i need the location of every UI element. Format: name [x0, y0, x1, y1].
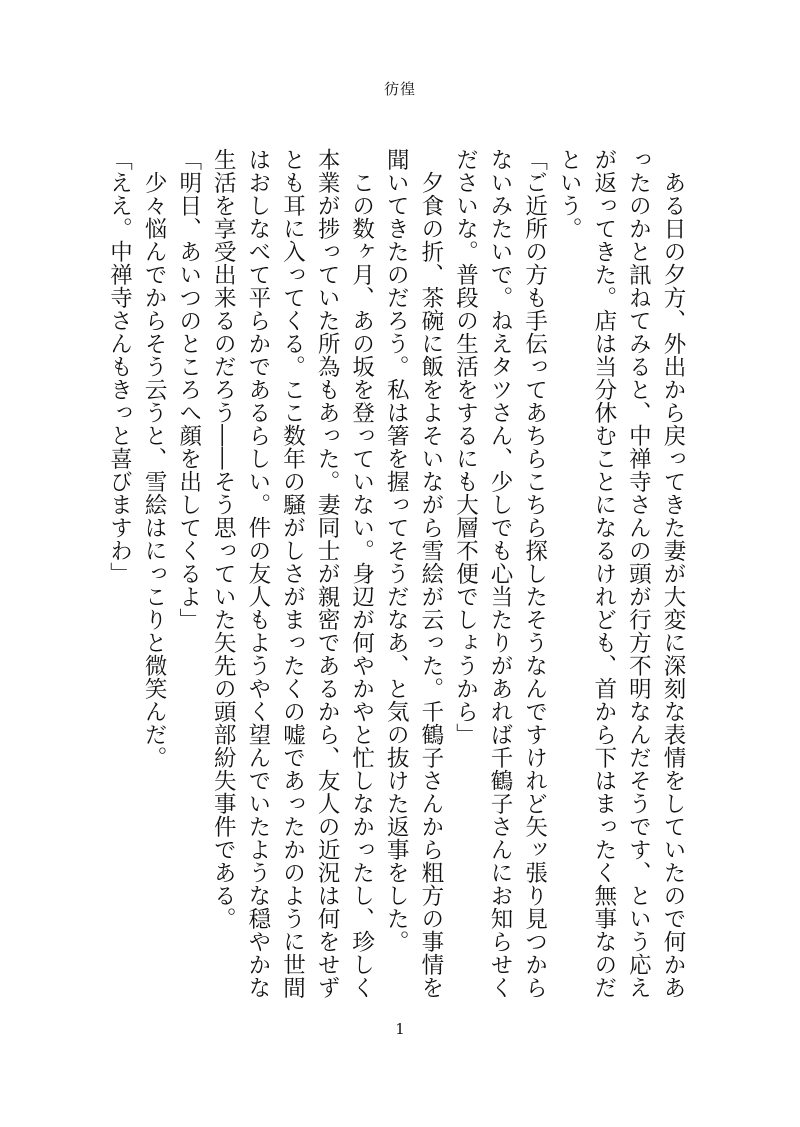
page-title: 彷徨: [383, 80, 416, 98]
paragraph: 「ええ。中禅寺さんもきっと喜びますわ」: [106, 148, 133, 585]
paragraph: 「ご近所の方も手伝ってあちらこちら探したそうなんですけれど矢ッ張り見つからないみたいで。ねえタツさん、少しでも心当たりがあれば千鶴子さんにお知らせくださいな。普段の生活をするにも大層不便でしょうから」: [452, 148, 548, 999]
page-number: 1: [395, 1020, 405, 1038]
paragraph: ある日の夕方、外出から戻ってきた妻が大変に深刻な表情をしていたので何かあったのかと訊ねてみると、中禅寺さんの頭が行方不明なんだそうです、という応えが返ってきた。店は当分休むことになるけれども、首から下はまったく無事なのだという。: [556, 148, 686, 999]
paragraph: この数ヶ月、あの坂を登っていない。身辺が何やかやと忙しなかったし、珍しく本業が捗っていた所為もあった。妻同士が親密であるから、友人の近況は何をせずとも耳に入ってくる。ここ数年の騒がしさがまったくの嘘であったかのように世間はおしなべて平らかであるらしい。件の友人もようやく望んでいたような穏やかな生活を享受出来るのだろう――そう思っていた矢先の頭部紛失事件である。: [210, 148, 375, 999]
body-text: [106, 148, 690, 1008]
paragraph: 夕食の折、茶碗に飯をよそいながら雪絵が云った。千鶴子さんから粗方の事情を聞いてきたのだろう。私は箸を握ってそうだなあ、と気の抜けた返事をした。: [383, 148, 444, 999]
paragraph: 「明日、あいつのところへ顔を出してくるよ」: [175, 148, 202, 631]
paragraph: 少々悩んでからそう云うと、雪絵はにっこりと微笑んだ。: [141, 170, 168, 769]
